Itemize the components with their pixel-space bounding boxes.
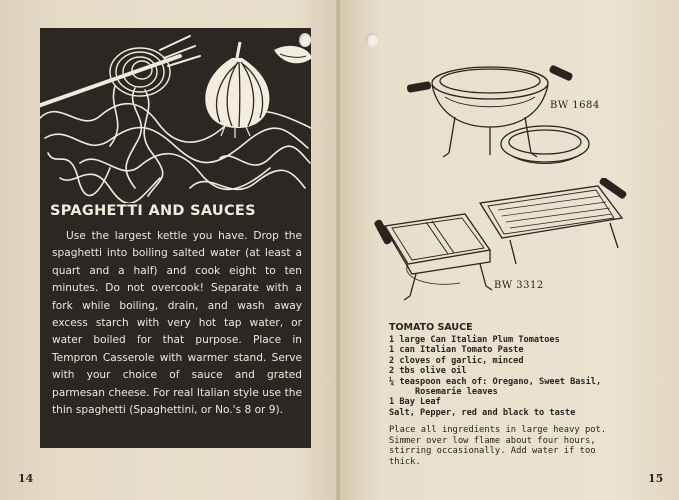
recipe-body-text: Use the largest kettle you have. Drop the spaghetti into boiling salted water (at least a quart and a half) and cook eight to ten minutes. Do not overcook! Separate with a fork while boiling, drain, and wash away excess starch with very hot tap water, or water boiled for that purpose. Place in Tempron Casserole with warmer stand. Serve with your choice of sauce and grated parmesan cheese. For real Italian style use the thin spaghetti (Spaghettini, or No.'s 8 or 9). bbox=[52, 230, 302, 417]
spaghetti-garlic-illustration bbox=[40, 28, 311, 203]
page-number-right: 15 bbox=[648, 472, 664, 485]
ingredient-item: Rosemarie leaves bbox=[415, 387, 498, 398]
ingredient-item: 2 tbs olive oil bbox=[389, 366, 467, 377]
sauce-recipe-title: TOMATO SAUCE bbox=[389, 322, 473, 333]
punch-hole bbox=[366, 33, 378, 47]
punch-hole bbox=[299, 33, 311, 47]
recipe-heading: SPAGHETTI AND SAUCES bbox=[50, 203, 256, 219]
page-number-left: 14 bbox=[18, 472, 34, 485]
ingredient-item: 1 can Italian Tomato Paste bbox=[389, 345, 524, 356]
ingredient-item: ¼ teaspoon each of: Oregano, Sweet Basil, bbox=[389, 376, 602, 387]
sauce-instructions: Place all ingredients in large heavy pot. Simmer over low flame about four hours, stirring occasionally. Add water if too thick. bbox=[389, 425, 607, 467]
item-label-bw3312: BW 3312 bbox=[494, 280, 544, 291]
oval-plate-illustration bbox=[498, 122, 593, 170]
ingredient-item: 1 large Can Italian Plum Tomatoes bbox=[389, 335, 560, 345]
item-label-bw1684: BW 1684 bbox=[550, 100, 600, 111]
ingredient-item: 2 cloves of garlic, minced bbox=[389, 355, 524, 366]
ingredient-item: 1 Bay Leaf bbox=[389, 397, 441, 408]
recipe-panel bbox=[40, 28, 311, 448]
ingredient-item: Salt, Pepper, red and black to taste bbox=[389, 407, 576, 418]
ingredient-list bbox=[389, 335, 601, 418]
